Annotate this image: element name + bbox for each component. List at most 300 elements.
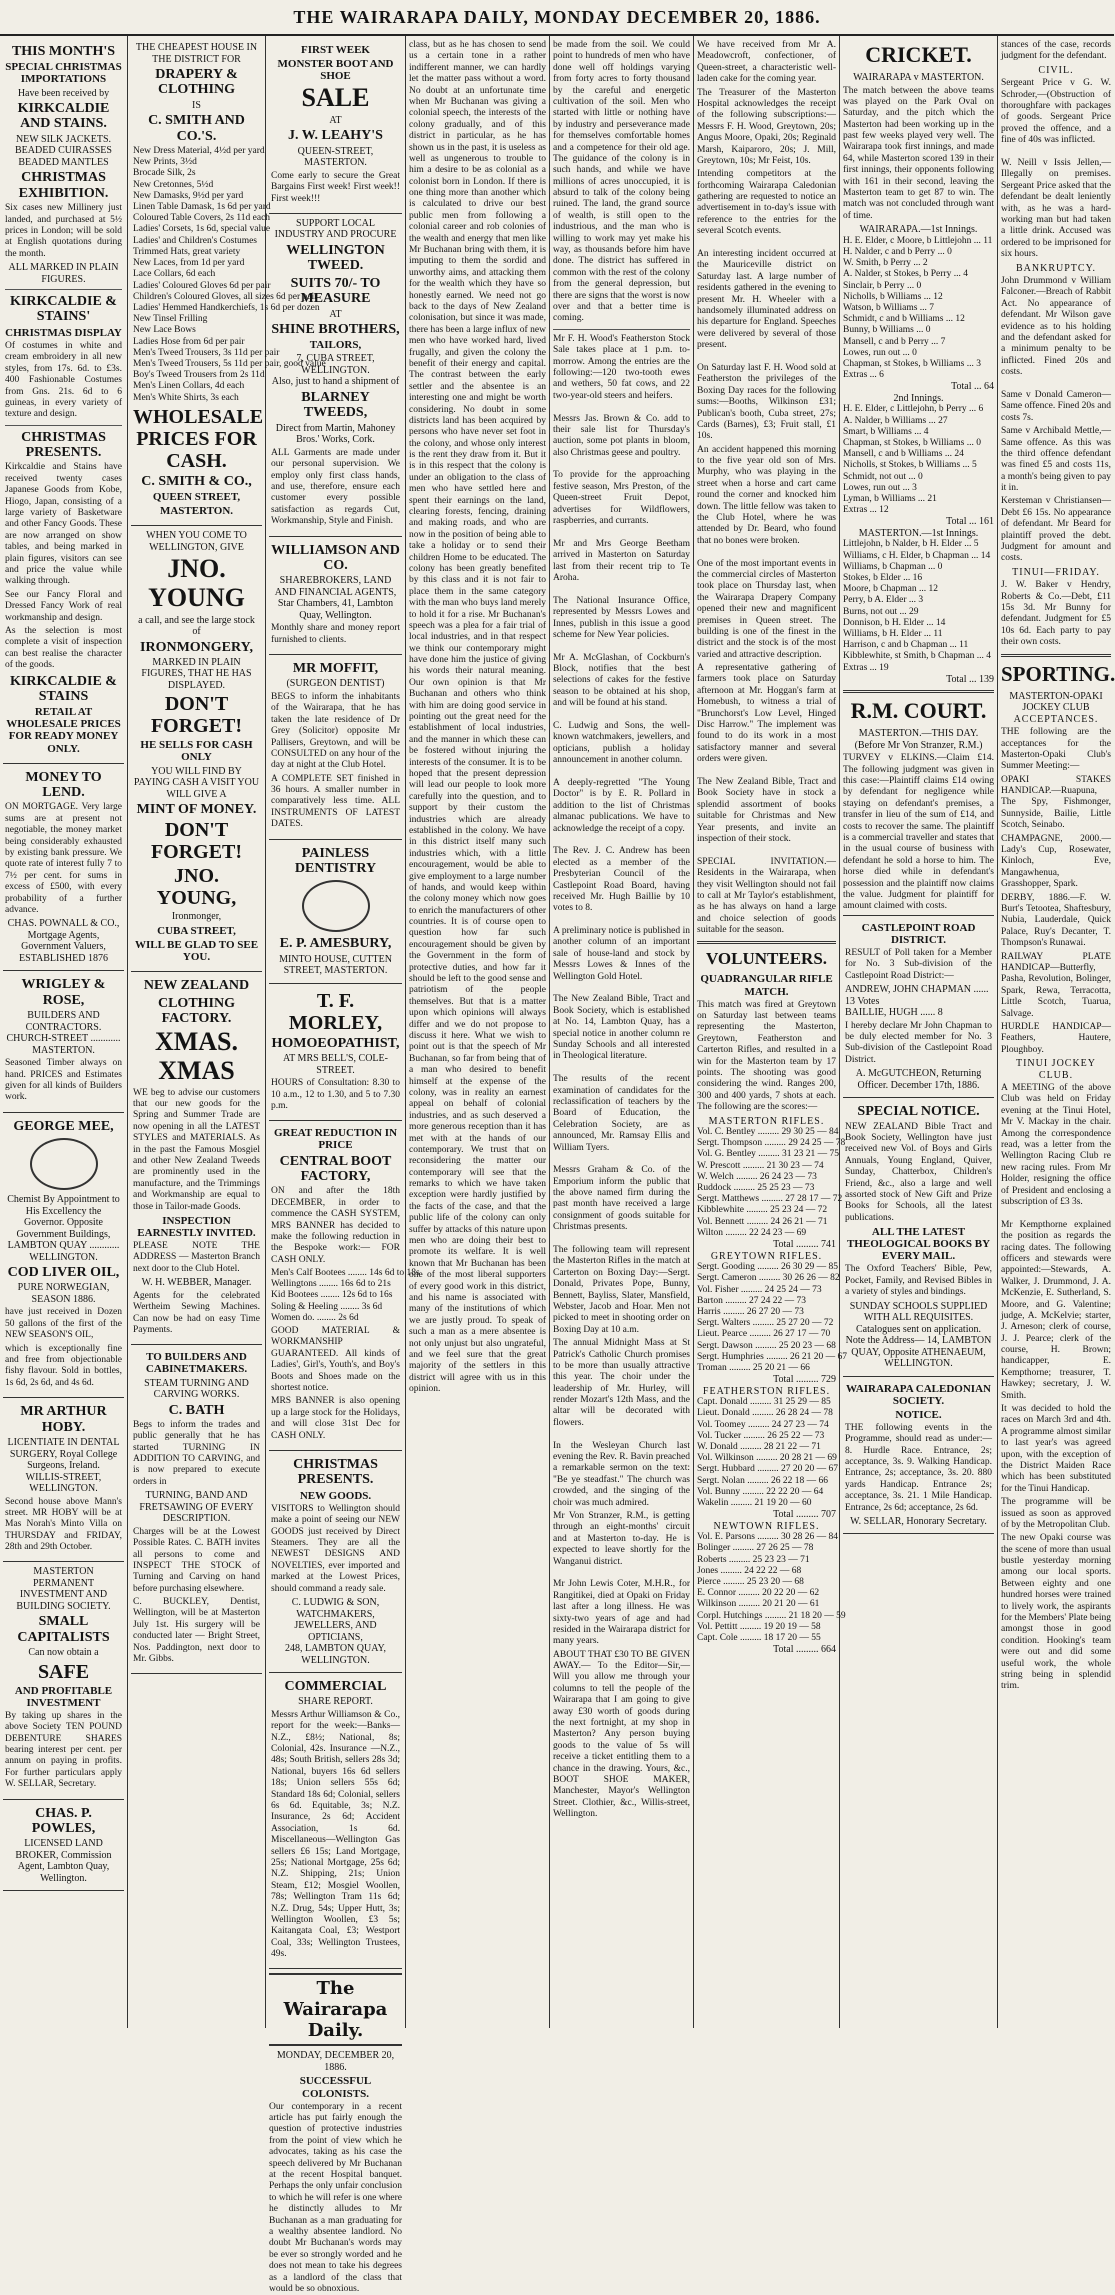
ad-heading: BLARNEY TWEEDS,: [301, 389, 370, 421]
ad-heading: DON'T FORGET!: [150, 819, 243, 864]
ad-subheading: Chemist By Appointment to His Excellency the Governor. Opposite Government Buildings,: [7, 1194, 120, 1240]
ad-subheading: STEAM TURNING AND CARVING WORKS.: [144, 1377, 249, 1401]
section-subheading: TINUI—FRIDAY.: [1012, 566, 1100, 578]
ad-heading: SUITS 70/- TO MEASURE: [290, 275, 381, 307]
ad-heading: CHRISTMAS DISPLAY: [5, 326, 122, 339]
section-subheading: WAIRARAPA v MASTERTON.: [853, 72, 984, 83]
ad-bible-society: [843, 1098, 994, 1376]
ad-body: Six cases new Millinery just landed, and purchased at 5½ prices in London; will be sold at English quotations during the month.: [5, 203, 122, 259]
article-body: Messrs Arthur Williamson & Co., report for the week:—Banks—N.Z., £8½; National, 8s; Colonial, 42s. Insurance —N.Z., 48s; South British, sellers 28s 3d; National, buyers 16s 6d sellers 18s; Union sellers 55s 6d; Standard 18s 6d; Colonial, sellers 6s 6d. Equitable, 3s; N.Z. Insurance, 2s 6d; Accident Association, 1s 6d. Miscellaneous—Wellington Gas sellers £6 15s; Land Mortgage, 25s; National Mortgage, 25s 6d; N.Z. Shipping, 21s; Union Steam, £12; Mosgiel Woollen, 78s; Wellington Tram 11s 6d; N.Z. Drug, 54s; Upper Hutt, 3s; Wellington Woollen, £3 5s; Kaitangata Coal, £3; Westport Coal, 33s; Wellington Trustees, 49s.: [271, 1709, 400, 1960]
news-items: An accident happened this morning to the five year old son of Mrs. Murphy, who was playing in the street when a horse and cart came round the corner and knocked him down. The little fellow was taken to the Club Hotel, where he was attended by Dr. Beard, who found that no bones were broken. One of the most important events in the commercial circles of Masterton took place on Thursday last, when the Wairarapa Drapery Company opened their new and magnificent premises in Queen street. The building is one of the finest in the district and the stock is of the most varied and attractive description.: [697, 444, 836, 660]
score-total: Total ... 64: [951, 381, 994, 393]
ad-subheading: PURE NORWEGIAN, SEASON 1886.: [17, 1282, 110, 1305]
ad-store-name: KIRKCALDIE AND STAINS.: [17, 101, 110, 132]
ad-heading: JNO. YOUNG: [148, 554, 245, 612]
ad-heading: TO BUILDERS AND CABINETMAKERS.: [145, 1351, 248, 1376]
price-list: [133, 146, 326, 404]
price-list-item: New Tinsel Frilling: [133, 314, 208, 325]
ad-body: Charges will be at the Lowest Possible Rates. C. BATH invites all persons to come and INSPECT THE STOCK of Turning and Carving on hand before purchasing elsewhere.: [133, 1526, 260, 1594]
ad-arthur-hoby: [3, 1398, 124, 1562]
ad-line: YOU WILL FIND BY PAYING CASH A VISIT YOU WILL GIVE A: [133, 765, 260, 800]
ad-item: BEADED CUIRASSES: [15, 145, 112, 157]
ad-item: BEADED MANTLES: [18, 156, 109, 168]
article-body: John Drummond v William Falconer.—Breach of Rabbit Act. No appearance of defendant. Mr Wilson gave evidence as to his holding and the defendant asked for a minimum penalty to be inflicted. Fined 20s and costs. Same v Donald Cameron—Same offence. Fined 20s and costs 7s.: [1001, 276, 1111, 423]
ad-heading: CHRISTMAS PRESENTS.: [293, 1457, 378, 1488]
news-item: We have received from Mr A. Meadowcroft, confectioner, of Queen-street, a characteristic well-laden cake for the coming year.: [697, 40, 836, 85]
paper-title: The Wairarapa Daily.: [269, 1973, 402, 2046]
score-row: Lieut. Donald ......... 26 28 24 — 78: [697, 1408, 833, 1419]
score-list: [843, 236, 994, 382]
ad-heading: SALE: [301, 83, 370, 113]
ad-line: 7, CUBA STREET, WELLINGTON.: [296, 353, 375, 376]
score-row: W. Welch ......... 26 24 23 — 73: [697, 1171, 817, 1182]
ad-subheading: LICENTIATE IN DENTAL SURGERY, Royal College Surgeons, Ireland.: [7, 1437, 120, 1471]
ad-line: WILL BE GLAD TO SEE YOU.: [134, 939, 259, 964]
price-list-item: Boy's Tweed Trousers from 2s 11d: [133, 370, 265, 381]
article-body: CHAMPAGNE, 2000.—Lady's Cup, Rosewater, Kinloch, Eve, Mangawhenua, Grasshopper, Spark.: [1001, 833, 1111, 890]
ad-heading: CHRISTMAS EXHIBITION.: [18, 170, 109, 201]
article-body: THE following are the acceptances for the Masterton-Opaki Club's Summer Meeting:—: [1001, 727, 1111, 772]
ad-body: Agents for the celebrated Wertheim Sewing Machines. Can now be had on easy Time Payments.: [133, 1290, 260, 1335]
ad-nz-clothing-factory: [131, 972, 262, 1345]
column-5: [550, 36, 694, 2028]
ad-subheading: THE CHEAPEST HOUSE IN THE DISTRICT FOR: [135, 42, 258, 65]
ad-body: As the selection is most complete a visit of inspection can best realise the character of the goods.: [5, 625, 122, 671]
ad-heading: SAFE: [37, 1660, 90, 1683]
section-subheading: CIVIL.: [1038, 64, 1074, 76]
ad-signature: W. SELLAR, Honorary Secretary.: [850, 1515, 987, 1527]
price-list-item: New Laces, from 1d per yard: [133, 258, 245, 269]
section-subheading: MASTERTON-OPAKI JOCKEY CLUB: [1009, 690, 1103, 714]
price-list: [271, 1268, 420, 1324]
score-total: Total ......... 707: [773, 1509, 836, 1521]
ad-line: BAILLIE, HUGH ...... 8: [845, 1007, 943, 1019]
section-heading: CRICKET.: [865, 42, 972, 67]
article-body: The new Opaki course was the scene of more than usual bustle yesterday morning among our local sports. Between eighty and one hundred horses were trained to lively work, the aspirants for the Members' Plate being amongst those in good condition. Hooking's team were out and did some useful work, the whole string being in splendid trim.: [1001, 1533, 1111, 1692]
innings-heading: MASTERTON.—1st Innings.: [858, 527, 979, 539]
ad-heading: C. SMITH AND CO.'S.: [148, 113, 245, 144]
ad-heading: NEW GOODS.: [299, 1489, 372, 1502]
column-7: [840, 36, 998, 2028]
ad-body: THE following events in the Programme, should read as under:— 8. Hurdle Race. Entrance, 2s; acceptance, 3s. 9. Walking Handicap. Entrance, 2s; acceptance, 3s. 20. 880 yards Handicap. Entrance 2s; acceptance, 3s. 21. 1 Mile Handicap. Entrance, 2s 6d; acceptance, 2s 6d.: [845, 1422, 992, 1513]
score-row: Vol. Toomey ......... 24 27 23 — 74: [697, 1419, 829, 1430]
ad-george-mee: [3, 1113, 124, 1399]
innings-heading: WAIRARAPA.—1st Innings.: [859, 224, 978, 236]
price-list-item: Ladies' Hemmed Handkerchiefs, 1s 6d per dozen: [133, 302, 320, 313]
section-heading: VOLUNTEERS.: [705, 949, 828, 969]
score-row: Vol. Bennett ......... 24 26 21 — 71: [697, 1216, 828, 1227]
news-items: The annual Midnight Mass at St Patrick's Catholic Church promises to be more than usually attractive this year. The choir under the leadership of Mr. Hurley, will render Mozart's 12th Mass, and the altar will be decorated with flowers. In the Wesleyan Church last evening the Rev. R. Bavin preached a remarkable sermon on the text: "Be ye steadfast." The church was crowded, and the singing of the choir was much admired.: [553, 1338, 690, 1508]
score-row: Nicholls, b Williams ... 12: [843, 291, 943, 302]
score-row: Chapman, st Stokes, b Williams ... 0: [843, 437, 981, 448]
ad-line: HE SELLS FOR CASH ONLY: [140, 739, 253, 764]
article-body: A MEETING of the above Club was held on Friday evening at the Tinui Hotel, Mr V. Mackay in the chair. Among the correspondence read, was a letter from the Wellington Racing Club re new racing rules. From Mr Holder, resigning the office of President and enclosing a subscription of £3 3s. Mr Kempthorne explained the position as regards the racing dates. The following officers and stewards were appointed:—Stewards, A. Walker, J. Drummond, J. A. McKenzie, E. Sutherland, S. Moore, and G. Valentine; judge, A. McKelvie; starter, J. Arneson; clerk of course, J. J. Pearce; clerk of the course, H. Brown; handicapper, E. Kempthorne; treasurer, T. Hawkey; secretary, J. W. Smith.: [1001, 1083, 1111, 1401]
commercial-section: [269, 1673, 402, 1969]
column-3: [266, 36, 420, 2294]
score-row: Corpl. Hutchings ......... 21 18 20 — 59: [697, 1610, 846, 1621]
score-row: Sergt. Nolan ......... 26 22 18 — 66: [697, 1475, 828, 1486]
ad-body: PLEASE NOTE THE ADDRESS — Masterton Branch next door to the Club Hotel.: [133, 1241, 260, 1274]
page-columns: [0, 36, 1115, 2294]
ad-line: ALL MARKED IN PLAIN FIGURES.: [8, 262, 119, 285]
score-list: [697, 1127, 846, 1239]
score-row: Capt. Cole ......... 18 17 20 — 55: [697, 1632, 821, 1643]
score-row: Sergt. Walters ......... 25 27 20 — 72: [697, 1318, 834, 1329]
ad-heading: WHOLESALE PRICES FOR CASH.: [133, 405, 264, 472]
ad-heading: GEORGE MEE,: [13, 1118, 114, 1134]
news-item: The Treasurer of the Masterton Hospital acknowledges the receipt of the following subscriptions:—Messrs F. H. Wood, Greytown, 20s; Angus Moore, Opaki, 20s; Reginald Marsh, Kaiparoro, 20s; J. Mill, Greytown, 10s; Mr Feist, 10s.: [697, 87, 836, 166]
score-row: Smart, b Williams ... 4: [843, 426, 929, 437]
ad-subheading: MASTERTON PERMANENT INVESTMENT AND BUILDING SOCIETY.: [16, 1566, 111, 1612]
ad-powles: [3, 1800, 124, 1892]
ad-line: QUEEN STREET,: [152, 491, 241, 504]
tooth-emblem-icon: [302, 880, 370, 932]
column-4: [406, 36, 550, 2028]
score-row: Capt. Donald ......... 31 25 29 — 85: [697, 1397, 831, 1408]
price-list-item: Linen Table Damask, 1s 6d per yard: [133, 202, 271, 213]
ad-body: By taking up shares in the above Society TEN POUND DEBENTURE SHARES bearing interest per cent. per annum on paying in profits. For further particulars apply W. SELLAR, Secretary.: [5, 1710, 122, 1790]
article-body: The programme will be issued as soon as approved of by the Metropolitan Club.: [1001, 1497, 1111, 1530]
price-list-item: Lace Collars, 6d each: [133, 269, 216, 280]
ad-heading: ALL THE LATEST THEOLOGICAL BOOKS BY EVERY MAIL.: [846, 1226, 991, 1263]
ad-heading: DRAPERY & CLOTHING: [155, 67, 238, 98]
score-row: Harris ......... 26 27 20 — 73: [697, 1306, 804, 1317]
score-row: Wilton ......... 22 24 23 — 69: [697, 1227, 807, 1238]
ad-line: LAMBTON QUAY ............ WELLINGTON.: [7, 1240, 120, 1263]
score-list: [843, 404, 994, 516]
score-row: A. Nalder, b Williams ... 27: [843, 415, 948, 426]
ad-heading: MONSTER BOOT AND SHOE: [277, 58, 394, 83]
score-row: Schmidt, not out ... 0: [843, 471, 923, 482]
ad-heading: AND PROFITABLE INVESTMENT: [14, 1684, 113, 1709]
score-list: [697, 1262, 847, 1374]
score-total: Total ... 161: [946, 516, 994, 528]
ad-line: TAILORS,: [309, 339, 362, 352]
ad-heading: NEW ZEALAND: [143, 978, 250, 994]
news-items: A representative gathering of farmers took place on Saturday afternoon at Mr. Hoggan's farm at Homebush, to witness a trial of "Brunchorst's Low Level, Hinged Disc Harrow." The implement was found to do its work in a most satisfactory manner and several orders were given. The New Zealand Bible, Tract and Book Society have in stock a splendid assortment of books suitable for Christmas and New Year presents, and invite an inspection of their stock. SPECIAL INVITATION.—Residents in the Wairarapa, when they visit Wellington should not fail to call at Mr Taylor's establishment, as he has always on hand a large and choice selection of goods suitable for the season.: [697, 663, 836, 936]
score-row: A. Nalder, st Stokes, b Perry ... 4: [843, 269, 968, 280]
ad-body: Kirkcaldie and Stains have received twenty cases Japanese Goods from Kobe, Hiogo, Japan, consisting of a large variety of Basketware and other Fancy Goods. These are now arranged on show tables, and being marked in plain figures, visitors can see and price the value while walking through.: [5, 462, 122, 587]
section-subheading: TINUI JOCKEY CLUB.: [1015, 1058, 1097, 1081]
ad-line: Can now obtain a: [28, 1647, 99, 1659]
price-list-item: Men's Tweed Trousers, 5s 11d per pair, good value: [133, 358, 326, 369]
ad-heading: CHAS. P. POWLES,: [31, 1805, 96, 1837]
article-body: The match between the above teams was played on the Park Oval on Saturday, and the pitch which the Masterton had been working up in the past few weeks played very well. The Wairarapa took first innings, and made 64, while Masterton scored 139 in their first innings, their opponents following with 161 in their second, leaving the Masterton team to get 87 to win. The match was not concluded through want of time.: [843, 85, 994, 221]
ad-heading: J. W. LEAHY'S: [288, 128, 383, 144]
price-list-item: New Damasks, 9½d per yard: [133, 190, 244, 201]
ad-body: Of costumes in white and cream embroidery in all new styles, from 17s. 6d. to £3s. 400 Fashionable Costumes from Gns. 21s. 6d to 6 guineas, in every variety of texture and design.: [5, 340, 122, 420]
score-row: Wilkinson ......... 20 21 20 — 61: [697, 1599, 820, 1610]
score-row: Barton ......... 27 24 22 — 73: [697, 1295, 806, 1306]
score-row: Sergt. Humphries ......... 26 21 20 — 67: [697, 1351, 847, 1362]
article-body: TURVEY v ELKINS.—Claim £14. The following judgment was given in this case:—Plaintiff claims £14 owing by defendant for negligence while staying on defendant's premises, a transfer in lieu of the sum of £14, and costs to recover the same. The plaintiff is a commercial traveller and states that in the usual course of business with defendant he sold a horse to him. The horse died while in defendant's possession and the plaintiff now claims the value. Judgment for plaintiff for amount claimed with costs.: [843, 753, 994, 912]
article-body: RAILWAY PLATE HANDICAP—Butterfly, Pasha, Revolution, Bolinger, Spark, Rewa, Terracotta, Little Scotch, Tuarua, Salvage.: [1001, 951, 1111, 1019]
ad-body: See our Fancy Floral and Dressed Fancy Work of real workmanship and design.: [5, 589, 122, 623]
ad-heading: CENTRAL BOOT FACTORY,: [279, 1153, 392, 1184]
score-row: H. E. Elder, c Moore, b Littlejohn ... 11: [843, 235, 993, 246]
column-1: [0, 36, 128, 2028]
score-total: Total ......... 741: [773, 1239, 836, 1251]
ad-body: have just received in Dozen 50 gallons of the first of the NEW SEASON'S OIL,: [5, 1307, 122, 1341]
team-heading: GREYTOWN RIFLES.: [710, 1250, 823, 1262]
ad-line: WILLIS-STREET, WELLINGTON.: [25, 1471, 102, 1494]
ad-heading: MR ARTHUR HOBY.: [20, 1404, 107, 1435]
article-body: Same v Archibald Mettle,—Same offence. As this was the third offence defendant was fined £5 and costs 11s, a month's being given to pay it in.: [1001, 426, 1111, 494]
score-row: Chapman, st Stokes, b Williams ... 3: [843, 358, 981, 369]
article-body: class, but as he has chosen to send us a certain tone in a rather indifferent manner, we can hardly let the matter pass without a word. No doubt at an unfortunate time when Mr Buchanan was giving a colonial speech, the interests of the colony gradually, and of this district in particular, as he has shown us in the past, it is useless as well as ungenerous to trouble to him a desire to be as colonial as a colonist born in London. If there is one thing more than another which is calculated to drive our best public men from following a colonial career and rob colonies of the wealth and energy that men like Mr Buchanan bring with them, it is imputing to them the sordid and unworthy aims, and attacking them for the wealth which they have so honestly earned. We need not go back to the days of New Zealand colonisation, but since it was made, there has been a large influx of new men who have worked hard, lived frugally, and given the colony the benefit of their energy and capital. The contrast between the early settler and the absentee is an interesting one and might be worth considering. No doubt in some districts land has been acquired by persons who have never set foot in the colony, and whose only interest is the rent they draw from it. But it is in this respect that the colony is under an obligation to the class of men who have settled here and spent their earnings on the land, clearing forests, fencing, draining and making roads, and who are now in the position of being able to take a holiday or to send their children Home to be educated. The colony has been greatly benefited by this class and it is not fair to place them in the same category with the man who buys land merely to hold it for a rise. Mr Buchanan's speech was a plea for a fair trial of local industries, and in that respect we think our contemporary might have done him the justice of giving his words their natural meaning. Our own opinion is that Mr Buchanan and others who think with him are doing good service in pointing out the great need for the establishment of local industries, and the manner in which these can be fostered without injuring the interests of the consumer. It is to be hoped that the present depression will lead our people to look more carefully into the question, and to support by their custom the industries which are already established in the colony. We have in this district itself many such industries which, with a little encouragement, would be able to give employment to a large number of hands, and would keep within the colony money which now goes to enrich the manufacturers of other countries. It is of course open to question how far such encouragement should be given by the Government in the form of protective duties, and how far it should be left to the good sense and patriotism of the people themselves. But that is a matter upon which opinions will always differ and we do not propose to discuss it here. What we wish to point out is that the speech of Mr Buchanan, so far from being that of a man who desired to benefit himself at the expense of the colony, was in reality an earnest appeal on behalf of colonial industries, and as such deserved a more generous reception than it has met with at the hands of our contemporary. We trust that on reconsidering the matter our contemporary will see that the remarks to which we have taken exception were hardly justified by the facts of the case, and that the public life of the colony can only suffer by attacks of this nature upon men who are doing their best to promote its welfare. It is well known that Mr Buchanan has been one of the most liberal supporters of every good work in this district, and his name is associated with many of the institutions of which we are justly proud. To speak of such a man as a mere absentee is not only unjust but also ungrateful, and we feel sure that the great majority of the settlers in this district will agree with us in this opinion.: [409, 40, 546, 1395]
score-row: Lyman, b Williams ... 21: [843, 493, 937, 504]
ad-line: 248, LAMBTON QUAY, WELLINGTON.: [285, 1643, 386, 1666]
ad-store-name: KIRKCALDIE & STAINS: [10, 673, 117, 704]
section-heading: COMMERCIAL: [284, 1679, 387, 1694]
score-row: Williams, b H. Elder ... 11: [843, 628, 943, 639]
score-row: Extras ... 19: [843, 662, 889, 673]
score-row: Moore, b Chapman ... 12: [843, 584, 938, 595]
news-items: Intending competitors at the forthcoming Wairarapa Caledonian gathering are requested to notice an advertisement in to-day's issue with reference to the entries for the several Scotch events. An interesting incident occurred at the Mauriceville district on Saturday last. A large number of residents gathered in the evening to present Mr. H. Wheeler with a handsomely illuminated address on his departure for England. Speeches were delivered by several of those present. On Saturday last F. H. Wood sold at Featherston the privileges of the Boxing Day races for the following sums:—Booths, Wilkinson £31; Publican's booth, Cuba street, 27s; Cards (Barnes), £3; Fruit stall, £1 10s.: [697, 169, 836, 442]
score-row: Sergt. Thompson ......... 29 24 25 — 78: [697, 1138, 846, 1149]
article-body: Our contemporary in a recent article has put fairly enough the question of protective industries from the point of view which he advocates, taking as his case the speech delivered by Mr Buchanan at the recent Hospital banquet. Perhaps the only unfair conclusion to which he will refer is one where he distinctly alludes to Mr Buchanan as a man graduating for a wealthy absentee landlord. No doubt Mr Buchanan's words may be ever so strongly worded and he does not mean to take his degrees as a landlord of the class that would be so obnoxious.: [269, 2101, 402, 2294]
team-heading: NEWTOWN RIFLES.: [713, 1520, 820, 1532]
ad-body: I hereby declare Mr John Chapman to be duly elected member for No. 3 Sub-division of the Castlepoint Road District.: [845, 1020, 992, 1065]
ad-line: SUNDAY SCHOOLS SUPPLIED WITH ALL REQUISITES. Catalogues sent on application.: [849, 1300, 988, 1335]
ad-signature: A. McGUTCHEON, Returning Officer. December 17th, 1886.: [855, 1068, 982, 1091]
score-row: Nicholls, st Stokes, b Williams ... 5: [843, 460, 977, 471]
ad-heading: CASTLEPOINT ROAD DISTRICT.: [861, 921, 976, 946]
ad-heading: WELLINGTON TWEED.: [286, 242, 385, 274]
score-row: Watson, b Williams ... 7: [843, 302, 935, 313]
score-row: Roberts ......... 25 23 23 — 71: [697, 1554, 810, 1565]
ad-subheading: SPECIAL CHRISTMAS IMPORTATIONS: [5, 61, 122, 86]
score-list: [697, 1532, 846, 1644]
ad-signature: C. LUDWIG & SON, WATCHMAKERS, JEWELLERS, AND OPTICIANS,: [291, 1597, 380, 1643]
score-row: Vol. E. Parsons ......... 30 28 26 — 84: [697, 1532, 839, 1543]
ad-heading: GREAT REDUCTION IN PRICE: [273, 1127, 398, 1152]
score-row: Wakelin ......... 21 19 20 — 60: [697, 1497, 812, 1508]
score-total: Total ... 139: [946, 673, 994, 685]
ad-line: Have been received by: [17, 87, 110, 99]
price-list-item: Ladies' Coloured Gloves 6d per pair: [133, 280, 271, 291]
section-subheading: SHARE REPORT.: [298, 1696, 373, 1708]
ad-body: ALL Garments are made under our personal supervision. We employ only first class hands, and use, therefore, ensure each customer every possible satisfaction as regards Cut, Workmanship, Style and Finish.: [271, 447, 400, 527]
score-row: Vol. C. Bentley ......... 29 30 25 — 84: [697, 1127, 839, 1138]
ad-body: ON and after the 18th DECEMBER, in order to commence the CASH SYSTEM, MRS BANNER has decided to make the following reduction in the Bespoke work:— FOR CASH ONLY.: [271, 1186, 400, 1265]
ad-body: BEGS to inform the inhabitants of the Wairarapa, that he has taken the late residence of Dr Grey (Solicitor) opposite Mr Pallisers, Greytown, and will be CONSULTED on any hour of the day at night at the Club Hotel.: [271, 691, 400, 771]
ad-c-bath: [131, 1345, 262, 1674]
ad-subheading: WHEN YOU COME TO WELLINGTON, GIVE: [146, 530, 247, 553]
ad-body: RESULT of Poll taken for a Member for No. 3 Sub-division of the Castlepoint Road District:—: [845, 947, 992, 981]
ad-williamson: [269, 537, 402, 656]
price-list-item: Trimmed Hats, great variety: [133, 246, 241, 257]
score-row: W. Donald ......... 28 21 22 — 71: [697, 1441, 821, 1452]
score-row: Perry, b A. Elder ... 3: [843, 595, 924, 606]
price-list-item: New Lace Bows: [133, 325, 196, 336]
ad-building-society: [3, 1562, 124, 1799]
score-row: Mansell, c and b Williams ... 24: [843, 449, 964, 460]
ad-body: which is exceptionally fine and free from objectionable fishy flavour. Sold in bottles, 1s 6d, 2s 6d, and 4s 6d.: [5, 1343, 122, 1388]
ad-painless-dentistry: [269, 840, 402, 984]
score-list: [843, 539, 994, 673]
score-row: Sergt. Hubbard ......... 27 20 20 — 67: [697, 1464, 838, 1475]
score-row: Lieut. Pearce ......... 26 27 17 — 70: [697, 1329, 831, 1340]
ad-item: NEW SILK JACKETS.: [15, 133, 112, 145]
ad-c-smith: [131, 38, 326, 526]
ad-line: MARKED IN PLAIN FIGURES, THAT HE HAS DISPLAYED.: [141, 656, 252, 691]
ad-heading: FIRST WEEK: [301, 44, 370, 56]
score-row: Vol. Tucker ......... 26 25 22 — 73: [697, 1430, 825, 1441]
ad-ludwig: [269, 1451, 402, 1673]
ad-line: AT: [329, 308, 342, 320]
ad-body: ON MORTGAGE. Very large sums are at present not negotiable, the money market being considerably exhausted by existing bank pressure. We quote rate of interest fully 7 to 7½ per cent. for sums in excess of £500, with every probability of a further advance.: [5, 802, 122, 915]
ad-body: Come early to secure the Great Bargains First week! First week!! First week!!!: [271, 170, 400, 204]
price-list-item: Coloured Table Covers, 2s 11d each: [133, 213, 271, 224]
ad-heading: SMALL CAPITALISTS: [17, 1614, 110, 1645]
ad-line: QUEEN-STREET, MASTERTON.: [297, 145, 374, 169]
score-row: Sergt. Matthews ......... 27 28 17 — 72: [697, 1194, 843, 1205]
ad-line: Also, just to hand a shipment of: [271, 376, 400, 388]
ad-castlepoint: [843, 915, 994, 1098]
ad-body: Monthly share and money report furnished to clients.: [271, 623, 400, 645]
score-row: Williams, b Chapman ... 0: [843, 561, 943, 572]
price-list-item: Ladies' and Children's Costumes: [133, 235, 258, 246]
article-body: DERBY, 1886.—F. W. Burt's Tetootea, Shaftesbury, Nubia, Lauderdale, Quick Palace, Ruy's Decanter, T. Thompson's Runawai.: [1001, 892, 1111, 949]
ad-heading: THIS MONTH'S: [11, 44, 116, 59]
ad-moffit: [269, 655, 402, 840]
ad-wrigley-rose: [3, 971, 124, 1112]
ad-leahy-sale: [269, 38, 402, 214]
score-row: Kibblewhite, st Smith, b Chapman ... 4: [843, 651, 992, 662]
ad-heading: C. BATH: [168, 1402, 225, 1418]
letter-to-editor: ABOUT THAT £30 TO BE GIVEN AWAY.— To the Editor—Sir,—Will you allow me through your columns to tell the people of the Wairarapa that I am going to give away £30 worth of goods during the next fortnight, at my shop in Masterton? Any person buying goods to the value of 5s will receive a ticket entitling them to a chance in the drawing. Yours, &c., BOOT SHOE MAKER, Manchester, Mayor's Wellington Street. Clothier, &c., Willis-street, Wellington.: [553, 1649, 690, 1820]
ad-line: IS: [192, 99, 201, 111]
score-row: Bunny, b Williams ... 0: [843, 325, 931, 336]
ad-body: WE beg to advise our customers that our new goods for the Spring and Summer Trade are now opening in all the LATEST STYLES and MATERIALS. As in the past the Famous Mosgiel and other New Zealand Tweeds are prominently used in the manufacture, and the Trimmings and Workmanship are equal to those in Tailor-made Goods.: [133, 1087, 260, 1212]
column-6: [694, 36, 847, 2028]
score-row: Sergt. Gooding ......... 26 30 29 — 85: [697, 1262, 839, 1273]
article-body: This match was fired at Greytown on Saturday last between teams representing the Masterton, Greytown, Featherston and Carterton Rifles, and resulted in a win for the Masterton team by 17 points. The shooting was good considering the wind. Ranges 200, 300 and 400 yards, 7 shots at each. The following are the scores:—: [697, 999, 836, 1113]
column-8: [998, 36, 1114, 2028]
ad-line: AT: [329, 114, 342, 126]
editorial-date: MONDAY, DECEMBER 20, 1886.: [276, 2050, 395, 2073]
ad-heading: WAIRARAPA CALEDONIAN SOCIETY.: [846, 1382, 991, 1407]
article-body: Sergeant Price v G. W. Schroder,—(Obstruction of thoroughfare with packages of goods. Sergeant Price proved the offence, and a fine of 40s was inflicted. W. Neill v Issis Jellen,—Illegally on premises. Sergeant Price asked that the defendant be dealt leniently with, as he was a hard-working man but had taken a little drink. Accused was ordered to be imprisoned for six hours.: [1001, 78, 1111, 260]
editorial-heading: SUCCESSFUL COLONISTS.: [299, 2075, 372, 2100]
ad-line: AT MRS BELL'S, COLE-STREET.: [283, 1053, 388, 1076]
ad-heading: DON'T FORGET!: [150, 693, 243, 738]
ad-heading: WILLIAMSON AND CO.: [271, 542, 400, 573]
ad-signature: Note the Address— 14, LAMBTON QUAY, Opposite ATHENAEUM, WELLINGTON.: [845, 1335, 992, 1370]
ad-heading: SHINE BROTHERS,: [271, 322, 400, 337]
article-body: stances of the case, records judgment for the defendant.: [1001, 40, 1111, 62]
ad-heading: INSPECTION EARNESTLY INVITED.: [137, 1214, 256, 1239]
score-row: Kibblewhite ......... 25 23 24 — 72: [697, 1205, 828, 1216]
price-list-item: New Prints, 3½d: [133, 157, 197, 168]
ad-body: GOOD MATERIAL & WORKMANSHIP GUARANTEED. All kinds of Ladies', Girl's, Youth's, and Boy's Boots and Shoes made on the shortest notice.: [271, 1326, 400, 1394]
ad-heading: SPECIAL NOTICE.: [857, 1104, 980, 1120]
ad-heading: XMAS. XMAS: [154, 1027, 239, 1086]
score-row: Williams, c H. Elder, b Chapman ... 14: [843, 550, 991, 561]
ad-heading: CLOTHING FACTORY.: [157, 995, 235, 1027]
ad-central-boot: [269, 1121, 420, 1451]
ad-subheading: (SURGEON DENTIST): [286, 678, 385, 690]
score-row: W. Prescott ......... 21 30 23 — 74: [697, 1160, 824, 1171]
score-row: H. E. Elder, c Littlejohn, b Perry ... 6: [843, 404, 984, 415]
score-list: [697, 1397, 836, 1509]
section-subheading: ACCEPTANCES.: [1013, 713, 1099, 725]
section-heading: R.M. COURT.: [850, 698, 987, 724]
section-subheading: MASTERTON.—THIS DAY.: [858, 728, 979, 740]
masthead: [0, 0, 1114, 36]
price-list-item: Brocade Silk, 2s: [133, 168, 196, 179]
masthead-title: THE WAIRARAPA DAILY, MONDAY DECEMBER 20, 1886.: [293, 6, 821, 27]
ad-store-name: KIRKCALDIE & STAINS': [10, 294, 117, 325]
price-list-item: Ladies Hose from 6d per pair: [133, 336, 245, 347]
score-row: Harrison, c and b Chapman ... 11: [843, 640, 969, 651]
ad-body: Begs to inform the trades and public generally that he has started TURNING IN ADDITION TO CARVING, and is now prepared to execute orders in: [133, 1419, 260, 1487]
score-row: Vol. Fisher ......... 24 25 24 — 73: [697, 1284, 822, 1295]
ad-heading: PAINLESS DENTISTRY: [294, 845, 377, 877]
score-row: Extras ... 6: [843, 370, 884, 381]
score-row: W. Smith, b Perry ... 2: [843, 258, 928, 269]
price-list-item: Women do. ........ 2s 6d: [271, 1312, 359, 1323]
team-heading: MASTERTON RIFLES.: [708, 1115, 825, 1127]
ad-line: MINTO HOUSE, CUTTEN STREET, MASTERTON.: [279, 953, 392, 977]
score-row: Sinclair, b Perry ... 0: [843, 280, 922, 291]
article-body: be made from the soil. We could point to hundreds of men who have done well off holdings varying from forty acres to forty thousand by the careful and energetic cultivation of the soil. Men who started with little or nothing have by industry and perseverance made for themselves comfortable homes and a competence for their old age. The guidance of the colony is in such hands, and while we have millions of acres unoccupied, it is absurd to talk of the colony being ruined. The land, the grand source of wealth, is still open to the industrious, and the man who is willing to work may yet make his way, as thousands before him have done. The district has suffered in common with the rest of the colony from the general depression, but there are signs that the worst is now over and that a better time is coming.: [553, 40, 690, 324]
score-row: Schmidt, c and b Williams ... 12: [843, 314, 965, 325]
score-row: Vol. Wilkinson ......... 20 28 21 — 69: [697, 1453, 837, 1464]
ad-heading: MR MOFFIT,: [292, 661, 379, 677]
price-list-item: Men's Calf Bootees ........ 14s 6d to 18s: [271, 1268, 420, 1279]
price-list-item: Kid Bootees ........ 12s 6d to 16s: [271, 1290, 393, 1301]
ad-morley: [269, 984, 402, 1122]
score-row: Lowes, run out ... 0: [843, 347, 917, 358]
score-row: H. Nalder, c and b Perry ... 0: [843, 246, 952, 257]
ad-caledonian: [843, 1377, 994, 1535]
article-body: It was decided to hold the races on March 3rd and 4th. A programme almost similar to last year's was agreed upon, with the exception of the District Maiden Race which has been substituted for the Tinui Handicap.: [1001, 1404, 1111, 1494]
score-row: Troman ......... 25 20 21 — 66: [697, 1362, 810, 1373]
ad-heading: E. P. AMESBURY,: [279, 936, 392, 952]
score-total: Total ......... 729: [773, 1374, 836, 1386]
score-row: Stokes, b Elder ... 16: [843, 572, 923, 583]
ad-heading: IRONMONGERY,: [140, 639, 253, 655]
ad-kirkcaldie-christmas: [3, 38, 124, 764]
score-row: Vol. Pettitt ......... 19 20 19 — 58: [697, 1621, 821, 1632]
score-row: Pierce ......... 25 23 20 — 68: [697, 1576, 804, 1587]
ad-line: a call, and see the large stock of: [138, 614, 255, 637]
ad-heading: MINT OF MONEY.: [136, 802, 257, 818]
ad-line: Ironmonger,: [171, 911, 222, 923]
ad-jno-young: [131, 526, 262, 972]
ad-money-to-lend: [3, 764, 124, 972]
editorial-section: [269, 1973, 402, 2295]
price-list-item: Ladies' Corsets, 1s 6d, special value: [133, 224, 271, 235]
score-row: Lowes, run out ... 3: [843, 482, 917, 493]
score-row: Donnison, b H. Elder ... 14: [843, 617, 946, 628]
score-row: Bolinger ......... 27 26 25 — 78: [697, 1543, 814, 1554]
ad-line: ANDREW, JOHN CHAPMAN ...... 13 Votes: [845, 984, 989, 1007]
ad-heading: C. SMITH & CO.,: [141, 473, 252, 489]
price-list-item: Men's Tweed Trousers, 3s 11d per pair: [133, 347, 280, 358]
article-body: J. W. Baker v Hendry, Roberts & Co.—Debt, £11 15s 3d. Mr Bunny for defendant. Judgment for £5 10s 6d. Each party to pay their own costs.: [1001, 580, 1111, 648]
score-row: Sergt. Cameron ......... 30 26 26 — 82: [697, 1273, 840, 1284]
ad-subheading: LICENSED LAND BROKER, Commission Agent, Lambton Quay, Wellington.: [15, 1838, 112, 1884]
ad-body: C. BUCKLEY, Dentist, Wellington, will be at Masterton July 1st. His surgery will be conducted later — Bright Street, Nos. Paddington, next door to Mr. Gibbs.: [133, 1597, 260, 1665]
price-list-item: Men's White Shirts, 3s each: [133, 392, 239, 403]
article-body: HURDLE HANDICAP—Feathers, Hautere, Ploughboy.: [1001, 1021, 1111, 1055]
price-list-item: New Dress Material, 4½d per yard: [133, 146, 265, 157]
ad-subheading: SUPPORT LOCAL INDUSTRY AND PROCURE: [274, 217, 397, 241]
score-row: Vol. Bunny ......... 22 22 20 — 64: [697, 1486, 824, 1497]
